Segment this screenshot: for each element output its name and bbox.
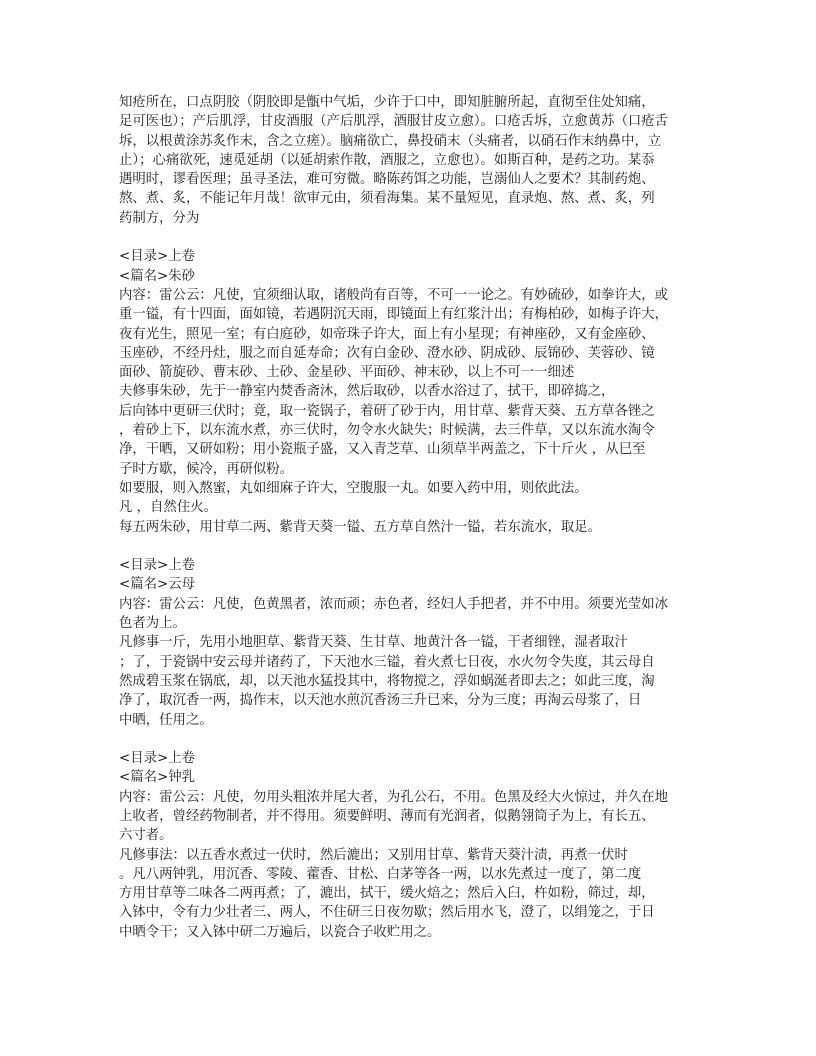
text-line: 色者为上。 — [119, 616, 186, 632]
text-line: 方用甘草等二味各二两再煮；了，漉出，拭干，缓火焙之；然后入臼，杵如粉，筛过，却， — [119, 886, 655, 902]
toc-label: <目录>上卷 — [119, 751, 196, 767]
text-line: 凡修事法：以五香水煮过一伏时，然后漉出；又别用甘草、紫背天葵汁渍，再煮一伏时 — [119, 847, 628, 863]
text-line: 上收者，曾经药物制者，并不得用。须要鲜明、薄而有光润者，似鹅翎筒子为上，有长五、 — [119, 808, 655, 824]
text-line: 足可医也）；产后肌浮，甘皮酒服（产后肌浮，酒服甘皮立愈）。口疮舌坼，立愈黄苏（口疮舌 — [119, 114, 669, 130]
text-line: 中晒，任用之。 — [119, 712, 213, 728]
text-line: 内容：雷公云：凡使，勿用头粗浓并尾大者，为孔公石，不用。色黑及经大火惊过，并久在地 — [119, 789, 669, 805]
text-line: 入钵中，令有力少壮者三、两人，不住研三日夜勿歇；然后用水飞，澄了，以绢笼之，于日 — [119, 905, 655, 921]
intro-paragraph — [119, 93, 699, 228]
text-line: 止）；心痛欲死，速觅延胡（以延胡索作散，酒服之，立愈也）。如斯百种，是药之功。某忝 — [119, 152, 655, 168]
text-line: 夫修事朱砂，先于一静室内焚香斋沐，然后取砂，以香水浴过了，拭干，即碎捣之， — [119, 384, 615, 400]
text-line: 然成碧玉浆在锅底，却，以天池水猛投其中，将物搅之，浮如蜗涎者即去之；如此三度，淘 — [119, 673, 655, 689]
text-line: 后向钵中更研三伏时；竟，取一瓷锅子，着研了砂于内，用甘草、紫背天葵、五方草各锉之 — [119, 403, 655, 419]
section-title: <篇名>朱砂 — [119, 268, 196, 284]
text-line: 如要服，则入熬蜜，丸如细麻子许大，空腹服一丸。如要入药中用，则依此法。 — [119, 480, 588, 496]
text-line: 夜有光生，照见一室；有白庭砂，如帝珠子许大，面上有小星现；有神座砂，又有金座砂、 — [119, 326, 655, 342]
text-line: 药制方，分为 — [119, 210, 200, 226]
section-yunmu — [119, 556, 699, 730]
text-line: ；了，于瓷锅中安云母并诸药了，下天池水三镒，着火煮七日夜，水火勿令失度，其云母自 — [119, 654, 655, 670]
text-line: 内容：雷公云：凡使，宜须细认取，诸般尚有百等，不可一一论之。有妙硫砂，如拳许大，或 — [119, 287, 669, 303]
text-line: 。凡八两钟乳，用沉香、零陵、藿香、甘松、白茅等各一两，以水先煮过一度了，第二度 — [119, 866, 642, 882]
section-title: <篇名>钟乳 — [119, 770, 196, 786]
toc-label: <目录>上卷 — [119, 558, 196, 574]
text-line: 知疮所在，口点阴胶（阴胶即是甑中气垢，少许于口中，即知脏腑所起，直彻至住处知痛， — [119, 95, 655, 110]
spacer — [119, 730, 699, 749]
text-line: 凡修事一斤，先用小地胆草、紫背天葵、生甘草、地黄汁各一镒，干者细锉，湿者取汁 — [119, 635, 628, 651]
text-line: ，着砂上下，以东流水煮，亦三伏时，勿令水火缺失；时候满，去三件草，又以东流水淘令 — [119, 423, 655, 439]
document-page — [119, 93, 699, 942]
section-title: <篇名>云母 — [119, 577, 196, 593]
text-line: 六寸者。 — [119, 828, 173, 844]
text-line: 凡 ，自然住火。 — [119, 500, 217, 516]
text-line: 遇明时，谬看医理；虽寻圣法，难可穷微。略陈药饵之功能，岂溺仙人之要术？其制药炮、 — [119, 172, 655, 188]
text-line: 净，干晒，又研如粉；用小瓷瓶子盛，又入青芝草、山须草半两盖之，下十斤火 ，从巳至 — [119, 442, 646, 458]
text-line: 坼，以根黄涂苏炙作末，含之立瘥）。脑痛欲亡，鼻投硝末（头痛者，以硝石作末纳鼻中，立 — [119, 133, 662, 149]
toc-label: <目录>上卷 — [119, 249, 196, 265]
text-line: 净了，取沉香一两，捣作末，以天池水煎沉香汤三升已来，分为三度；再淘云母浆了，日 — [119, 693, 642, 709]
spacer — [119, 228, 699, 247]
text-line: 子时方歇，候冷，再研似粉。 — [119, 461, 294, 477]
text-line: 每五两朱砂，用甘草二两、紫背天葵一镒、五方草自然汁一镒，若东流水，取足。 — [119, 519, 602, 535]
section-zhusha — [119, 247, 699, 536]
text-line: 中晒令干；又入钵中研二万遍后，以瓷合子收贮用之。 — [119, 924, 441, 940]
text-line: 玉座砂，不经丹灶，服之而自延寿命；次有白金砂、澄水砂、阴成砂、辰锦砂、芙蓉砂、镜 — [119, 345, 655, 361]
text-line: 熬、煮、炙，不能记年月哉！欲审元由，须看海集。某不量短见，直录炮、熬、煮、炙，列 — [119, 191, 655, 207]
text-line: 内容：雷公云：凡使，色黄黑者，浓而顽；赤色者，经妇人手把者，并不中用。须要光莹如冰 — [119, 596, 669, 612]
text-line: 重一镒，有十四面，面如镜，若遇阴沉天雨，即镜面上有红浆汁出；有梅柏砂，如梅子许大， — [119, 307, 669, 323]
section-zhongru — [119, 749, 699, 942]
text-line: 面砂、箭旋砂、曹末砂、土砂、金星砂、平面砂、神末砂，以上不可一一细述 — [119, 365, 575, 381]
spacer — [119, 537, 699, 556]
